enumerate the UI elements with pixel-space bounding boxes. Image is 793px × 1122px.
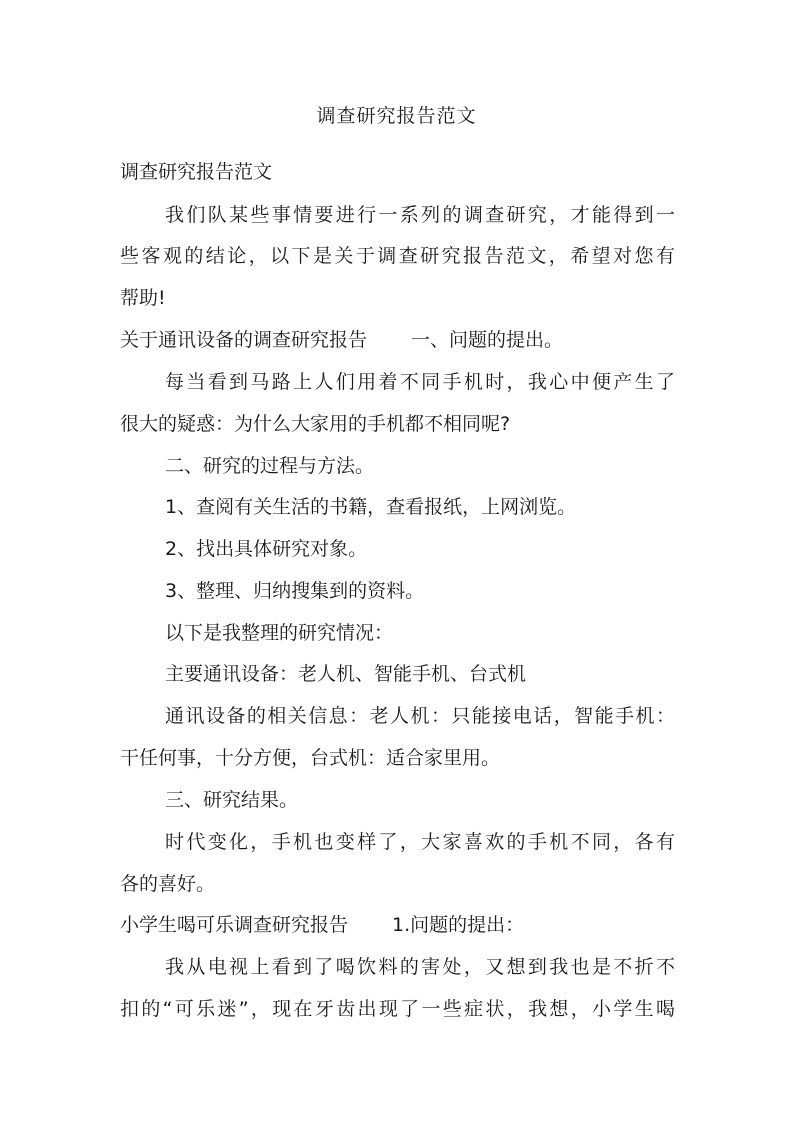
report1-info-line-1: 通讯设备的相关信息：老人机：只能接电话，智能手机：: [165, 705, 675, 727]
report1-main-devices: 主要通讯设备：老人机、智能手机、台式机: [165, 663, 527, 685]
report2-heading-row: [120, 911, 675, 939]
document-title: 调查研究报告范文: [316, 105, 477, 127]
report2-p1-line-1: 我从电视上看到了喝饮料的害处，又想到我也是不折不: [165, 956, 675, 978]
report1-findings-intro: 以下是我整理的研究情况：: [165, 622, 394, 644]
intro-line-1: 我们队某些事情要进行一系列的调查研究，才能得到一: [165, 204, 675, 226]
report2-p1-line-2: 扣的“可乐迷”，现在牙齿出现了一些症状，我想，小学生喝: [120, 998, 675, 1020]
report1-info-line-2: 干任何事，十分方便，台式机：适合家里用。: [120, 747, 501, 769]
report1-step-2: 2、找出具体研究对象。: [165, 538, 368, 560]
report2-heading: 小学生喝可乐调查研究报告: [120, 914, 349, 936]
intro-line-2: 些客观的结论，以下是关于调查研究报告范文，希望对您有: [120, 245, 675, 267]
report1-section3: 三、研究结果。: [165, 789, 299, 811]
report1-result-line-2: 各的喜好。: [120, 873, 216, 895]
report1-section2: 二、研究的过程与方法。: [165, 455, 375, 477]
report1-section1: 一、问题的提出。: [411, 329, 564, 351]
report1-p1-line-1: 每当看到马路上人们用着不同手机时，我心中便产生了: [165, 371, 675, 393]
report1-heading-row: [120, 326, 675, 354]
report1-step-1: 1、查阅有关生活的书籍，查看报纸，上网浏览。: [165, 496, 577, 518]
report1-step-3: 3、整理、归纳搜集到的资料。: [165, 580, 425, 602]
report1-p1-line-2: 很大的疑惑：为什么大家用的手机都不相同呢?: [120, 413, 511, 435]
report2-section1: 1.问题的提出：: [392, 914, 525, 936]
document-subtitle: 调查研究报告范文: [120, 161, 273, 183]
intro-line-3: 帮助!: [120, 287, 166, 309]
report1-heading: 关于通讯设备的调查研究报告: [120, 329, 368, 351]
report1-result-line-1: 时代变化，手机也变样了，大家喜欢的手机不同，各有: [165, 831, 675, 853]
